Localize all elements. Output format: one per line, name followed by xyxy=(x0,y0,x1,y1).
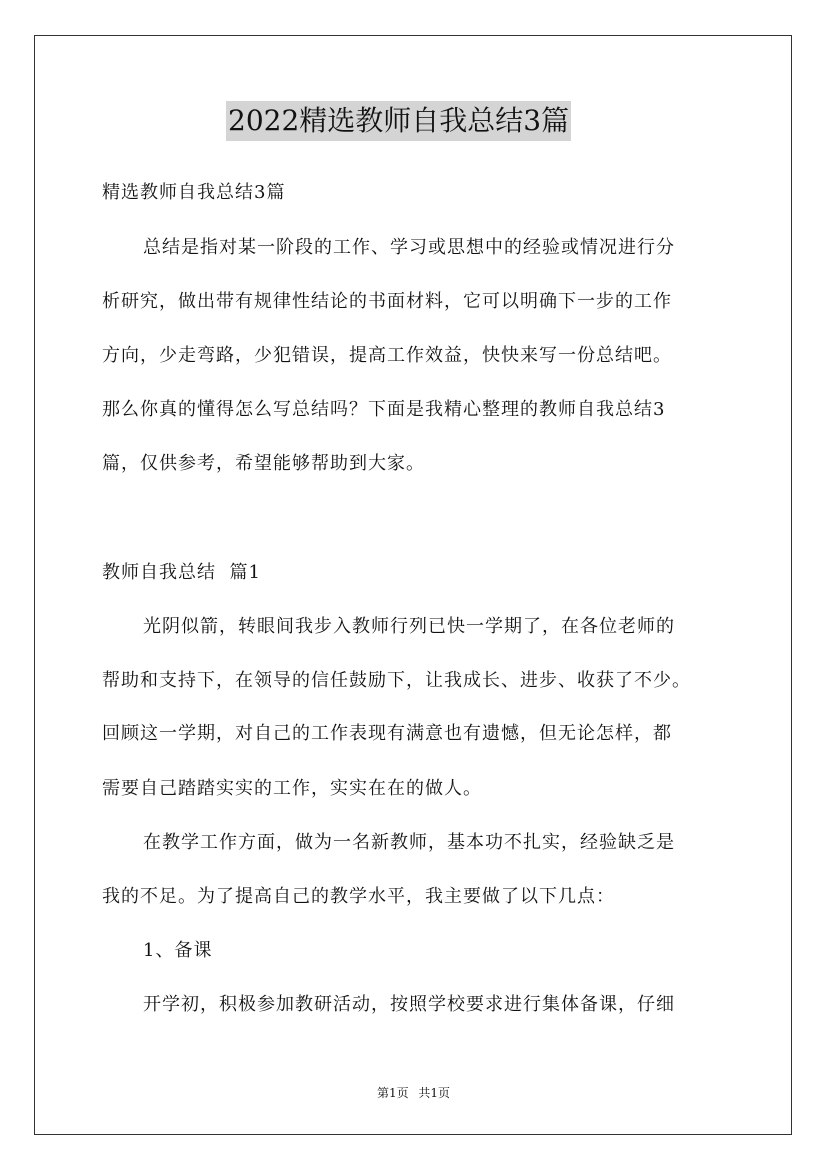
document-subtitle: 精选教师自我总结3篇 xyxy=(102,182,286,203)
document-title: 2022精选教师自我总结3篇 xyxy=(226,101,571,141)
page-number: 第1页 xyxy=(376,1086,409,1100)
paragraph-line: 光阴似箭，转眼间我步入教师行列已快一学期了，在各位老师的 xyxy=(143,616,675,637)
paragraph-line: 回顾这一学期，对自己的工作表现有满意也有遗憾，但无论怎样，都 xyxy=(102,723,672,744)
paragraph-line: 析研究，做出带有规律性结论的书面材料，它可以明确下一步的工作 xyxy=(102,291,672,312)
page-footer xyxy=(0,1084,827,1101)
paragraph-line: 开学初，积极参加教研活动，按照学校要求进行集体备课，仔细 xyxy=(143,994,675,1015)
list-heading: 1、备课 xyxy=(143,940,213,961)
paragraph-line: 需要自己踏踏实实的工作，实实在在的做人。 xyxy=(102,778,482,799)
paragraph-line: 那么你真的懂得怎么写总结吗？下面是我精心整理的教师自我总结3 xyxy=(102,399,666,420)
page-total: 共1页 xyxy=(418,1086,451,1100)
paragraph-line: 总结是指对某一阶段的工作、学习或思想中的经验或情况进行分 xyxy=(143,237,675,258)
paragraph-line: 在教学工作方面，做为一名新教师，基本功不扎实，经验缺乏是 xyxy=(143,832,675,853)
paragraph-line: 我的不足。为了提高自己的教学水平，我主要做了以下几点： xyxy=(102,886,615,907)
paragraph-line: 帮助和支持下，在领导的信任鼓励下，让我成长、进步、收获了不少。 xyxy=(102,670,691,691)
paragraph-line: 篇，仅供参考，希望能够帮助到大家。 xyxy=(102,453,425,474)
section-heading: 教师自我总结 篇1 xyxy=(102,562,261,583)
paragraph-line: 方向，少走弯路，少犯错误，提高工作效益，快快来写一份总结吧。 xyxy=(102,345,672,366)
